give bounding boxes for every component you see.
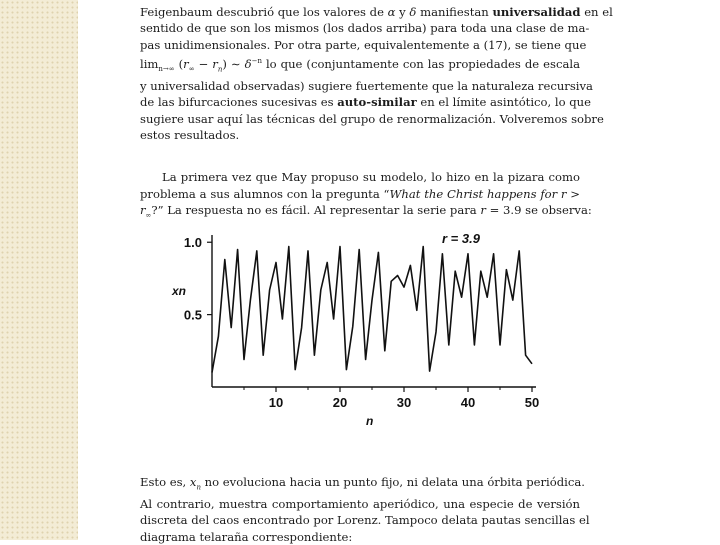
text-line: problema a sus alumnos con la pregunta “What the Christ happens for r >	[140, 186, 580, 201]
text-line: y universalidad observadas) sugiere fuertemente que la naturaleza recursiva	[140, 78, 593, 93]
text-line: pas unidimensionales. Por otra parte, equivalentemente a (17), se tiene que	[140, 37, 587, 52]
paragraph-may	[140, 169, 592, 224]
text-line: Al contrario, muestra comportamiento aperiódico, una especie de versión	[140, 496, 580, 511]
x-tick-label: 20	[332, 395, 348, 410]
y-axis-label: xn	[172, 284, 187, 298]
y-tick-label: 0.5	[183, 307, 202, 323]
document-page-bottom	[140, 474, 590, 545]
text-line: La primera vez que May propuso su modelo, lo hizo en la pizara como	[162, 170, 580, 185]
series-line-xn	[212, 247, 532, 373]
time-series-chart	[160, 225, 560, 435]
text-line: $r_\infty$?” La respuesta no es fácil. Al representar la serie para r = 3.9 se observa:	[140, 203, 592, 220]
text-line: discreta del caos encontrado por Lorenz. Tampoco delata pautas sencillas el	[140, 513, 590, 528]
chart-marks	[212, 247, 532, 373]
text-line: de las bifurcaciones sucesivas es auto-similar en el límite asintótico, lo que	[140, 95, 592, 110]
document-page	[140, 4, 613, 224]
x-tick-label: 30	[396, 395, 412, 410]
x-tick-label: 50	[524, 395, 540, 410]
text-line: estos resultados.	[140, 128, 240, 143]
decorative-side-pattern	[0, 0, 78, 540]
text-line: sugiere usar aquí las técnicas del grupo de renormalización. Volveremos sobre	[140, 111, 604, 126]
paragraph-feigenbaum	[140, 4, 613, 143]
text-line: Feigenbaum descubrió que los valores de α y δ manifiestan universalidad en el	[140, 5, 613, 19]
x-axis-label: n	[366, 414, 374, 428]
x-tick-label: 10	[268, 395, 284, 410]
text-line: $\lim_{n\to\infty} (r_\infty - r_n)$ ∼ $\delta^{-n}$ lo que (conjuntamente con las propiedades de escala	[140, 57, 580, 74]
text-line: sentido de que son los mismos (los dados arriba) para toda una clase de ma-	[140, 21, 590, 36]
chart-title: r = 3.9	[442, 231, 480, 246]
text-line: diagrama telaraña correspondiente:	[140, 529, 353, 544]
x-tick-label: 40	[460, 395, 476, 410]
text-line: Esto es, $x_n$ no evoluciona hacia un punto fijo, ni delata una órbita periódica.	[140, 475, 585, 492]
paragraph-aperiodic	[140, 474, 590, 545]
y-tick-label: 1.0	[183, 235, 202, 251]
